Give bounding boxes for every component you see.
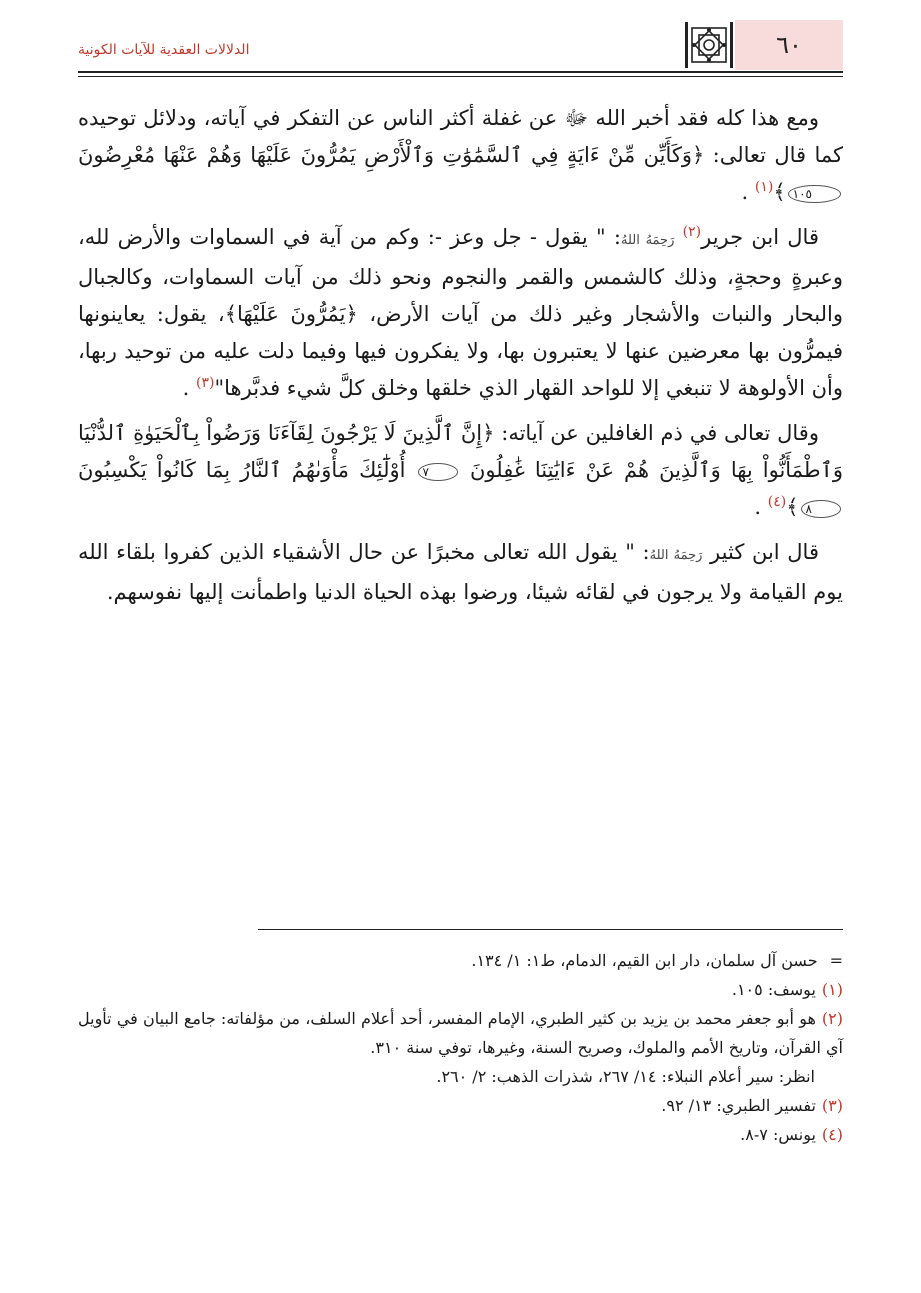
ayah-number-marker: ١٠٥	[788, 185, 841, 203]
footnote-text: هو أبو جعفر محمد بن يزيد بن كثير الطبري، الإمام المفسر، أحد أعلام السلف، من مؤلفاته: جامع البيان في تأويل آي القرآن، وتاريخ الأمم والملوك، وصريح السنة، وغيرها، توفي سنة ٣١٠.	[78, 1009, 843, 1057]
quran-close-bracket: ﴾	[773, 180, 786, 204]
footnotes	[78, 946, 843, 1149]
header-divider-thin	[78, 76, 843, 77]
decorative-ornament-icon	[685, 22, 733, 68]
book-title: الدلالات العقدية للآيات الكونية	[78, 42, 250, 58]
sentence-end: .	[741, 180, 749, 204]
page-number-box	[735, 20, 843, 70]
paragraph-text: : " يقول الله تعالى مخبرًا عن حال الأشقياء الذين كفروا بلقاء الله يوم القيامة ولا يرجون في لقائه شيئا، ورضوا بهذه الحياة الدنيا واطمأنت إليها نفوسهم.	[78, 540, 843, 604]
footnote-item	[78, 1120, 843, 1149]
footnote-number: (٤)	[821, 1125, 843, 1144]
footnote-ref[interactable]: (١)	[754, 179, 774, 195]
footnote-ref[interactable]: (٢)	[682, 224, 702, 240]
paragraph-text: : " يقول - جل وعز -: وكم من آية في السماوات والأرض لله، وعبرةٍ وحجةٍ، وذلك كالشمس والقمر والنجوم ونحو ذلك من آيات السماوات، وكالجبال والبحار والنبات والأشجار وغير ذلك من آيات الأرض،	[78, 225, 844, 326]
footnote-item	[78, 975, 843, 1004]
footnote-text: حسن آل سلمان، دار ابن القيم، الدمام، ط١: ١/ ١٣٤.	[471, 951, 818, 970]
paragraph-1	[78, 100, 843, 211]
footnote-continuation	[78, 946, 843, 975]
footnote-item	[78, 1091, 843, 1120]
honorific: رَحِمَهُ اللهُ	[621, 233, 675, 248]
quran-verse: ﴿يَمُرُّونَ عَلَيْهَا﴾	[224, 302, 358, 326]
sentence-end: .	[754, 495, 762, 519]
continuation-mark: =	[829, 951, 843, 970]
paragraph-text: قال ابن جرير	[701, 225, 819, 249]
page-header	[78, 20, 843, 70]
paragraph-text: وقال تعالى في ذم الغافلين عن آياته:	[494, 421, 819, 445]
quran-verse: ﴿إِنَّ ٱلَّذِينَ لَا يَرْجُونَ لِقَآءَنَا وَرَضُواْ بِٱلْحَيَوٰةِ ٱلدُّنْيَا وَٱطْمَأَنُّواْ بِهَا وَٱلَّذِينَ هُمْ عَنْ ءَايَٰتِنَا غَٰفِلُونَ	[78, 421, 843, 482]
paragraph-4	[78, 534, 843, 611]
footnote-number: (١)	[821, 980, 843, 999]
footnote-text: يوسف: ١٠٥.	[731, 980, 816, 999]
footnote-divider	[258, 929, 843, 930]
paragraph-text: ، يقول: يعاينونها فيمرُّون بها معرضين عنها لا يعتبرون بها، ولا يفكرون فيها وفيما دلت عليه من توحيد ربها، وأن الأولوهة لا تنبغي إلا للواحد القهار الذي خلقها وخلق كلَّ شيء فدبَّرها"	[78, 302, 843, 400]
quran-verse: ﴿وَكَأَيِّن مِّنْ ءَايَةٍ فِي ٱلسَّمَٰوَٰتِ وَٱلْأَرْضِ يَمُرُّونَ عَلَيْهَا وَهُمْ عَنْهَا مُعْرِضُونَ	[78, 143, 705, 167]
quran-verse: أُوْلَٰٓئِكَ مَأْوَىٰهُمُ ٱلنَّارُ بِمَا كَانُواْ يَكْسِبُونَ	[78, 458, 406, 482]
footnote-item	[78, 1004, 843, 1062]
header-divider	[78, 71, 843, 73]
footnote-text: انظر: سير أعلام النبلاء: ١٤/ ٢٦٧، شذرات الذهب: ٢/ ٢٦٠.	[436, 1067, 815, 1086]
sentence-end: .	[182, 376, 190, 400]
page-number: ٦٠	[776, 31, 802, 59]
main-text	[78, 100, 843, 611]
footnote-number: (٣)	[821, 1096, 843, 1115]
footnote-number: (٢)	[821, 1009, 843, 1028]
ayah-number-marker: ٨	[801, 500, 841, 518]
footnote-text: تفسير الطبري: ١٣/ ٩٢.	[661, 1096, 816, 1115]
ayah-number-marker: ٧	[418, 463, 458, 481]
footnote-reference-line	[78, 1062, 843, 1091]
footnote-ref[interactable]: (٣)	[196, 375, 215, 391]
paragraph-2	[78, 219, 843, 407]
paragraph-3	[78, 415, 843, 526]
footnote-ref[interactable]: (٤)	[767, 494, 787, 510]
quran-close-bracket: ﴾	[786, 495, 799, 519]
paragraph-text: قال ابن كثير	[702, 540, 819, 564]
footnote-text: يونس: ٧-٨.	[740, 1125, 816, 1144]
honorific: رَحِمَهُ اللهُ	[649, 548, 703, 563]
paragraph-text: ومع هذا كله فقد أخبر الله ﷻ عن غفلة أكثر الناس عن التفكر في آياته، ودلائل توحيده كما قال تعالى:	[78, 106, 843, 167]
